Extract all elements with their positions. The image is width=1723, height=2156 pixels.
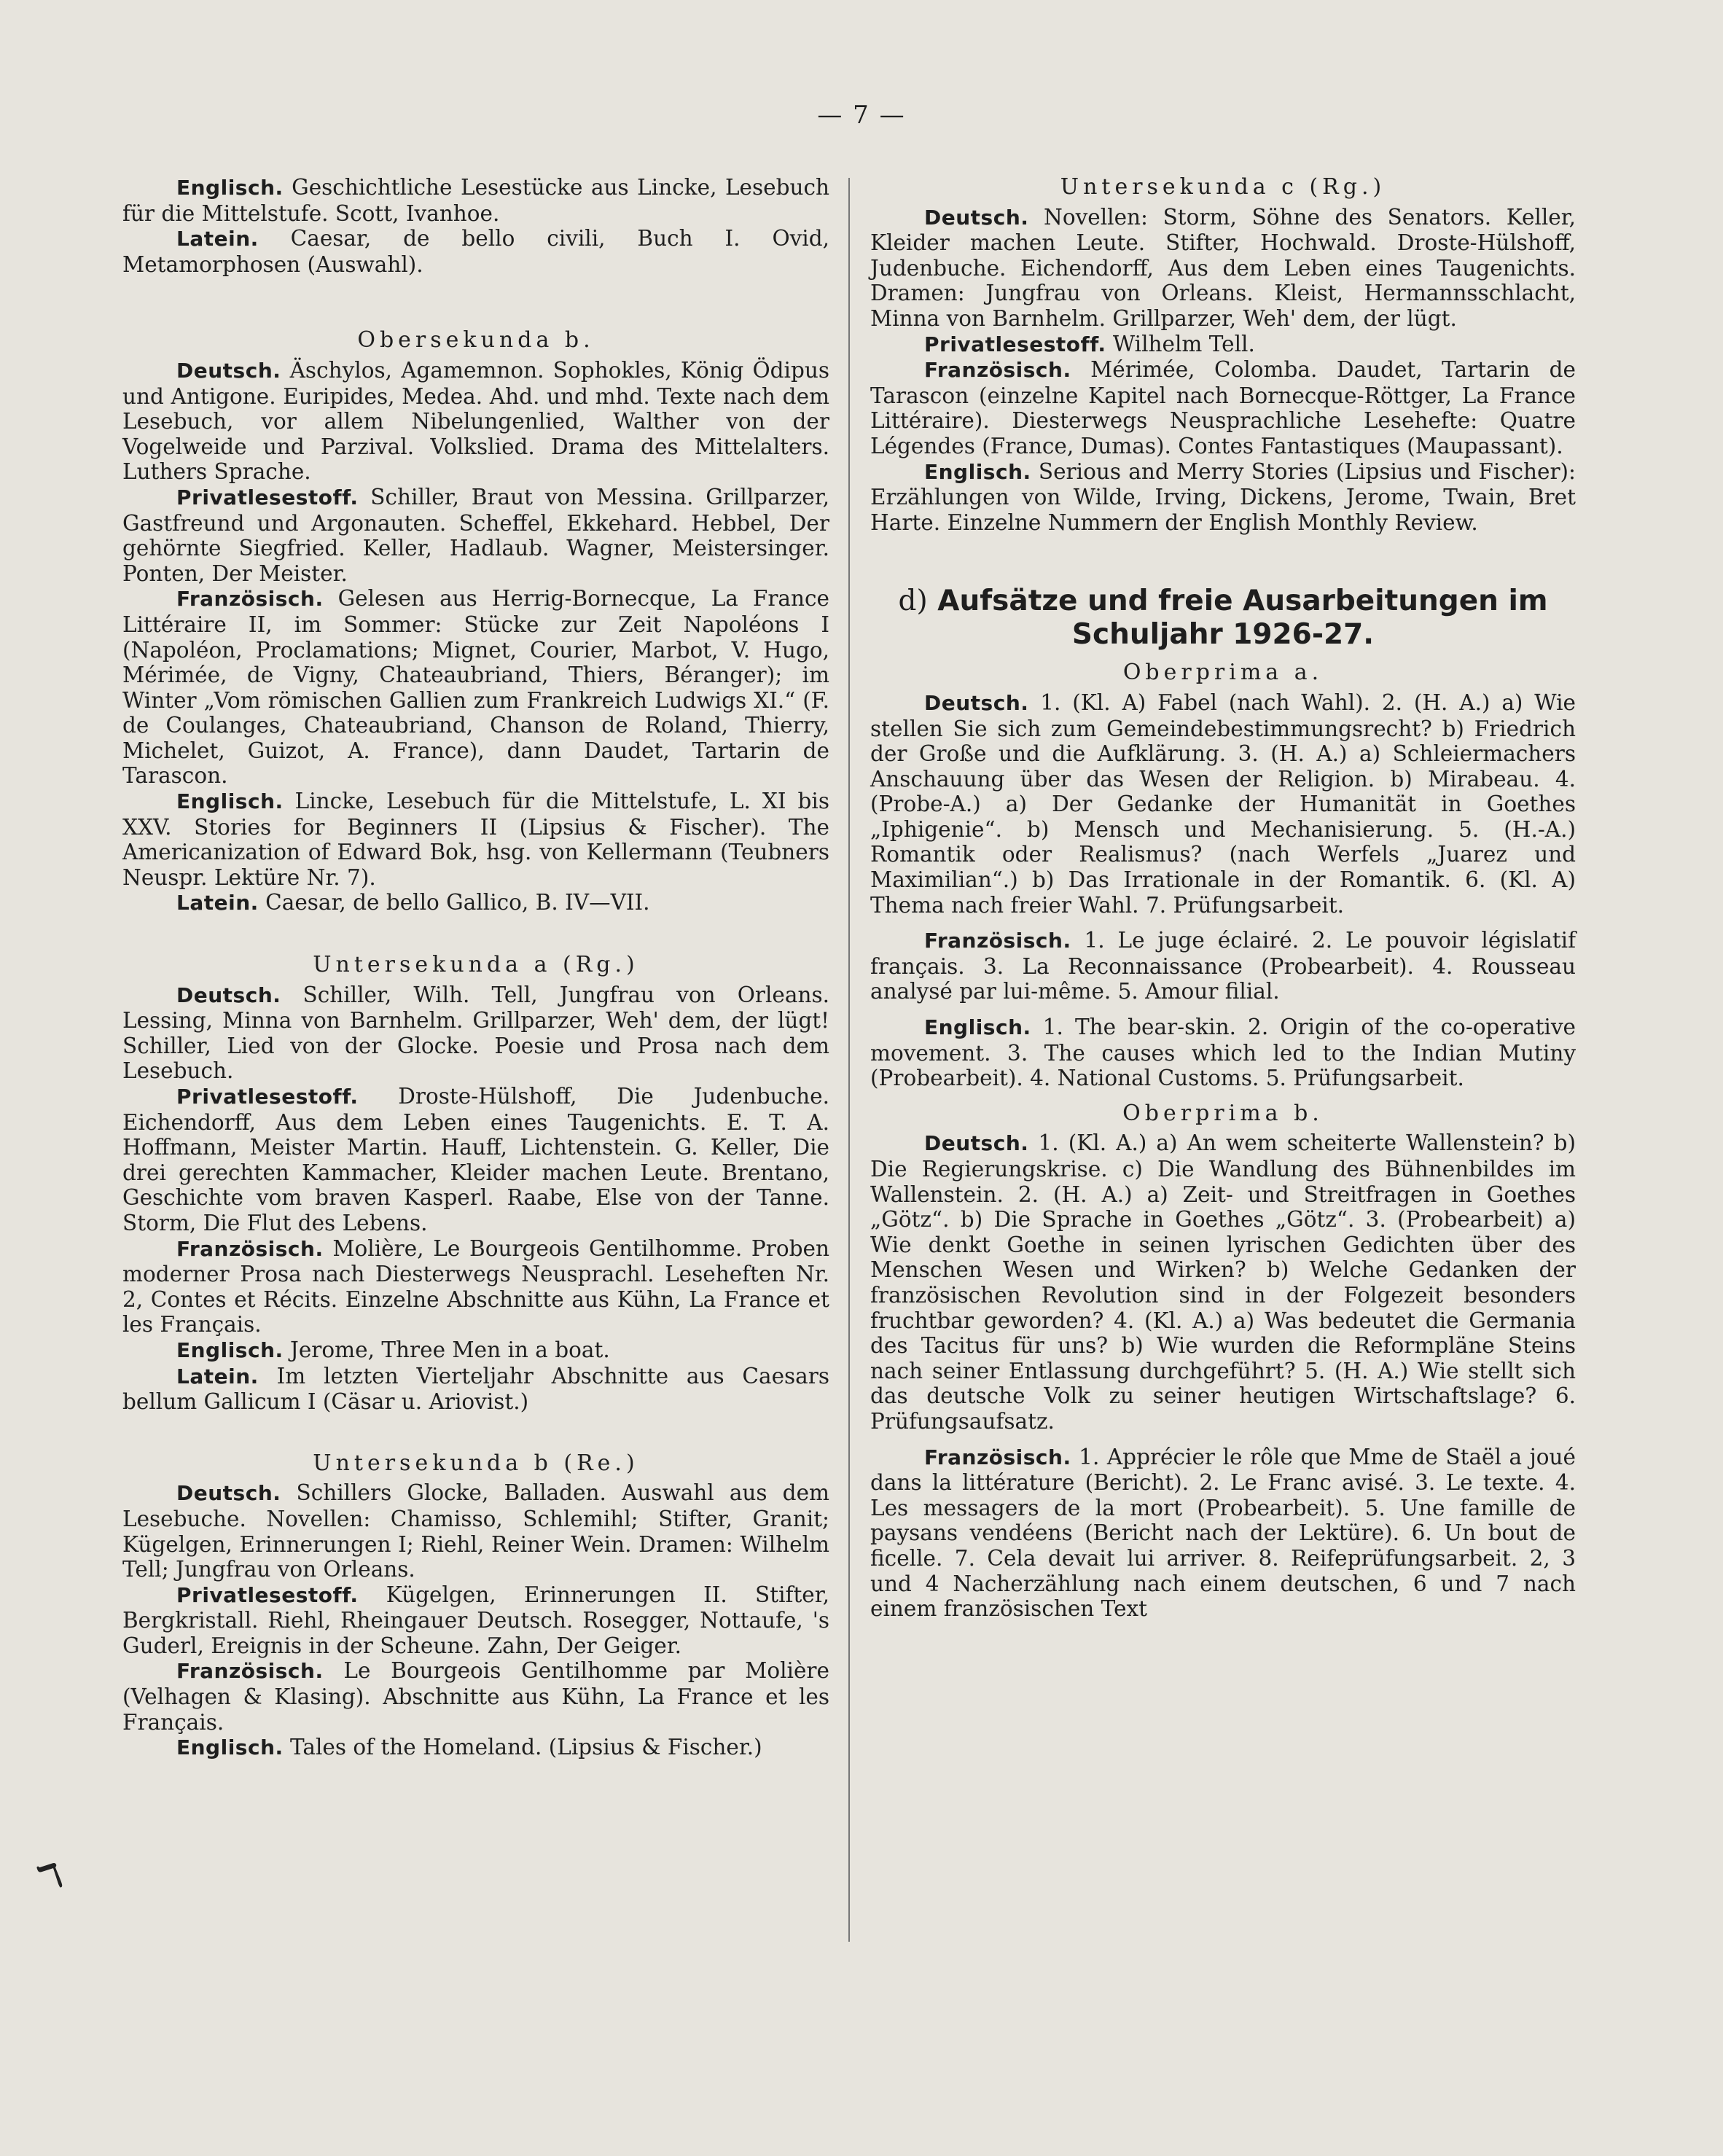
column-divider: [848, 178, 850, 1942]
right-para-1: Deutsch. Novellen: Storm, Söhne des Senators. Keller, Kleider machen Leute. Stifter, Hochwald. Droste-Hülshoff, Judenbuche. Eichendorff, Aus dem Leben eines Taugenichts. Dramen: Jungfrau von Orleans. Kleist, Hermannsschlacht, Minna von Barnhelm. Grillparzer, Weh' dem, der lügt.: [870, 204, 1576, 331]
class-heading-untersekunda-c: Untersekunda c (Rg.): [1060, 174, 1386, 200]
right-para-3: Französisch. Mérimée, Colomba. Daudet, Tartarin de Tarascon (einzelne Kapitel nach Bornecque-Röttger, La France Littéraire). Diesterwegs Neusprachliche Lesehefte: Quatre Légendes (France, Dumas). Contes Fantastiques (Maupassant).: [870, 357, 1576, 458]
class-heading-oberprima-b: Oberprima b.: [1122, 1100, 1324, 1126]
left-para-3: Deutsch. Äschylos, Agamemnon. Sophokles, König Ödipus und Antigone. Euripides, Medea. Ahd. und mhd. Texte nach dem Lesebuch, vor allem Nibelungenlied, Walther von der Vogelweide und Parzival. Volkslied. Drama des Mittelalters. Luthers Sprache.: [122, 357, 829, 485]
left-para-18: Englisch. Tales of the Homeland. (Lipsius & Fischer.): [176, 1735, 762, 1760]
left-para-10: Privatlesestoff. Droste-Hülshoff, Die Judenbuche. Eichendorff, Aus dem Leben eines Taugenichts. E. T. A. Hoffmann, Meister Martin. Hauff, Lichtenstein. G. Keller, Die drei gerechten Kammacher, Kleider machen Leute. Brentano, Geschichte vom braven Kasperl. Raabe, Else von der Tanne. Storm, Die Flut des Lebens.: [122, 1084, 829, 1235]
page-number: — 7 —: [817, 101, 906, 130]
left-para-17: Französisch. Le Bourgeois Gentilhomme par Molière (Velhagen & Klasing). Abschnitte aus Kühn, La France et les Français.: [122, 1658, 829, 1735]
right-para-8: Französisch. 1. Le juge éclairé. 2. Le pouvoir législatif français. 3. La Reconnaissance (Probearbeit). 4. Rousseau analysé par lui-même. 5. Amour filial.: [870, 928, 1576, 1004]
left-para-9: Deutsch. Schiller, Wilh. Tell, Jungfrau von Orleans. Lessing, Minna von Barnhelm. Grillparzer, Weh' dem, der lügt! Schiller, Lied von der Glocke. Poesie und Prosa nach dem Lesebuch.: [122, 982, 829, 1084]
section-heading-aufsaetze: d) Aufsätze und freie Ausarbeitungen im Schuljahr 1926-27.: [898, 585, 1548, 652]
class-heading-obersekunda-b: Obersekunda b.: [357, 327, 595, 354]
class-heading-untersekunda-b: Untersekunda b (Re.): [313, 1450, 639, 1476]
left-para-15: Deutsch. Schillers Glocke, Balladen. Auswahl aus dem Lesebuche. Novellen: Chamisso, Schlemihl; Stifter, Granit; Kügelgen, Erinnerungen I; Riehl, Reiner Wein. Dramen: Wilhelm Tell; Jungfrau von Orleans.: [122, 1480, 829, 1582]
left-para-11: Französisch. Molière, Le Bourgeois Gentilhomme. Proben moderner Prosa nach Diesterwegs Neusprachl. Leseheften Nr. 2, Contes et Récits. Einzelne Abschnitte aus Kühn, La France et les Français.: [122, 1235, 829, 1337]
right-para-4: Englisch. Serious and Merry Stories (Lipsius und Fischer): Erzählungen von Wilde, Irving, Dickens, Jerome, Twain, Bret Harte. Einzelne Nummern der English Monthly Review.: [870, 458, 1576, 535]
right-para-7: Deutsch. 1. (Kl. A) Fabel (nach Wahl). 2. (H. A.) a) Wie stellen Sie sich zum Gemeindebestimmungsrecht? b) Friedrich der Große und die Aufklärung. 3. (H. A.) a) Schleiermachers Anschauung über das Wesen der Religion. b) Mirabeau. 4. (Probe-A.) a) Der Gedanke der Humanität in Goethes „Iphigenie“. b) Mensch und Mechanisierung. 5. (H.-A.) Romantik oder Realismus? (nach Werfels „Juarez und Maximilian“.) b) Das Irrationale in der Romantik. 6. (Kl. A) Thema nach freier Wahl. 7. Prüfungsarbeit.: [870, 690, 1576, 918]
left-para-1: Latein. Caesar, de bello civili, Buch I. Ovid, Metamorphosen (Auswahl).: [122, 226, 829, 277]
left-para-5: Französisch. Gelesen aus Herrig-Bornecque, La France Littéraire II, im Sommer: Stücke zur Zeit Napoléons I (Napoléon, Proclamations; Mignet, Courier, Marbot, V. Hugo, Mérimée, de Vigny, Chateaubriand, Thiers, Béranger); im Winter „Vom römischen Gallien zum Frankreich Ludwigs XI.“ (F. de Coulanges, Chateaubriand, Chanson de Roland, Thierry, Michelet, Guizot, A. France), dann Daudet, Tartarin de Tarascon.: [122, 586, 829, 789]
class-heading-oberprima-a: Oberprima a.: [1122, 660, 1324, 686]
right-para-12: Französisch. 1. Apprécier le rôle que Mme de Staël a joué dans la littérature (Bericht). 2. Le Franc avisé. 3. Le texte. 4. Les messagers de la mort (Probearbeit). 5. Une famille de paysans vendéens (Bericht nach der Lektüre). 6. Un bout de ficelle. 7. Cela devait lui arriver. 8. Reifeprüfungsarbeit. 2, 3 und 4 Nacherzählung nach einem deutschen, 6 und 7 nach einem französischen Text: [870, 1444, 1576, 1622]
right-para-9: Englisch. 1. The bear-skin. 2. Origin of the co-operative movement. 3. The causes which led to the Indian Mutiny (Probearbeit). 4. National Customs. 5. Prüfungsarbeit.: [870, 1015, 1576, 1091]
left-para-12: Englisch. Jerome, Three Men in a boat.: [176, 1337, 610, 1362]
left-para-6: Englisch. Lincke, Lesebuch für die Mittelstufe, L. XI bis XXV. Stories for Beginners II (Lipsius & Fischer). The Americanization of Edward Bok, hsg. von Kellermann (Teubners Neuspr. Lektüre Nr. 7).: [122, 789, 829, 890]
right-para-2: Privatlesestoff. Wilhelm Tell.: [924, 331, 1255, 356]
left-para-13: Latein. Im letzten Vierteljahr Abschnitte aus Caesars bellum Gallicum I (Cäsar u. Ariovist.): [122, 1363, 829, 1415]
handwritten-margin-mark: ℸ: [34, 1854, 67, 1899]
left-para-4: Privatlesestoff. Schiller, Braut von Messina. Grillparzer, Gastfreund und Argonauten. Scheffel, Ekkehard. Hebbel, Der gehörnte Siegfried. Keller, Hadlaub. Wagner, Meistersinger. Ponten, Der Meister.: [122, 484, 829, 586]
class-heading-untersekunda-a: Untersekunda a (Rg.): [313, 952, 639, 978]
left-para-0: Englisch. Geschichtliche Lesestücke aus Lincke, Lesebuch für die Mittelstufe. Scott, Ivanhoe.: [122, 175, 829, 226]
right-column: [870, 175, 1576, 1622]
left-para-16: Privatlesestoff. Kügelgen, Erinnerungen II. Stifter, Bergkristall. Riehl, Rheingauer Deutsch. Rosegger, Nottaufe, 's Guderl, Ereignis in der Scheune. Zahn, Der Geiger.: [122, 1582, 829, 1658]
left-para-7: Latein. Caesar, de bello Gallico, B. IV—VII.: [176, 890, 650, 915]
left-column: [122, 175, 829, 1761]
right-para-11: Deutsch. 1. (Kl. A.) a) An wem scheiterte Wallenstein? b) Die Regierungskrise. c) Die Wandlung des Bühnenbildes im Wallenstein. 2. (H. A.) a) Zeit- und Streitfragen in Goethes „Götz“. b) Die Sprache in Goethes „Götz“. 3. (Probearbeit) a) Wie denkt Goethe in seinen lyrischen Gedichten über des Menschen Wesen und Wirken? b) Welche Gedanken der französischen Revolution sind in der Folgezeit besonders fruchtbar geworden? 4. (Kl. A.) a) Was bedeutet die Germania des Tacitus für uns? b) Wie wurden die Reformpläne Steins nach seiner Entlassung durchgeführt? 5. (H. A.) Wie stellt sich das deutsche Volk zu seiner heutigen Wirtschaftslage? 6. Prüfungsaufsatz.: [870, 1130, 1576, 1434]
